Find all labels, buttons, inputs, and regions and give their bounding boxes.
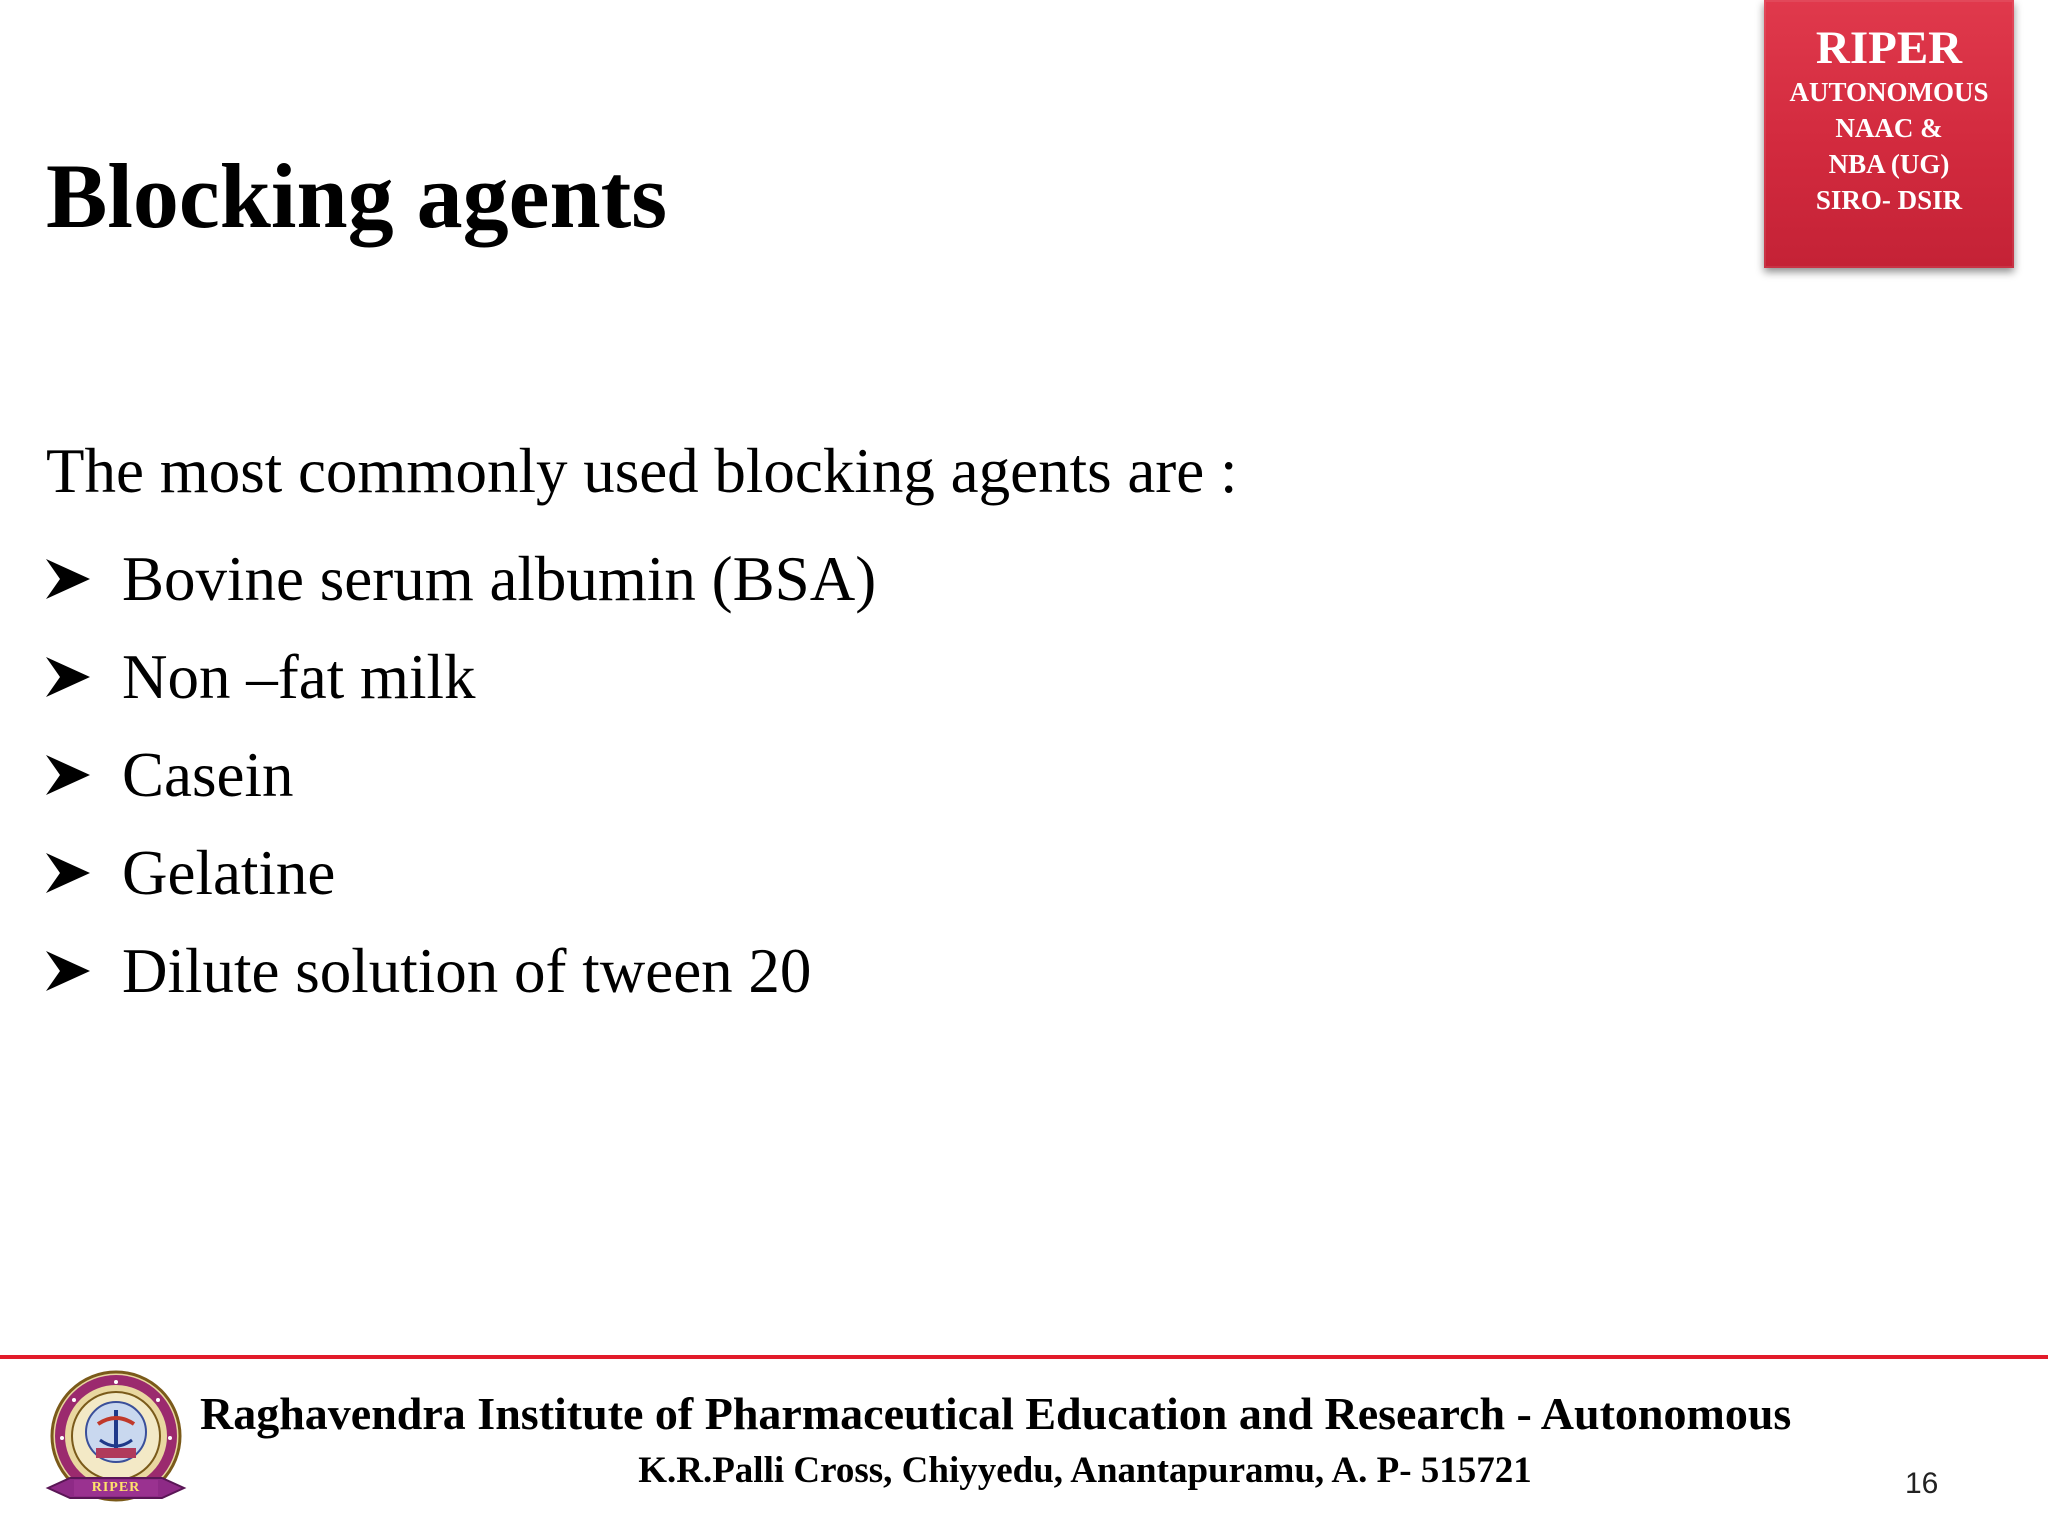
- list-item: [46, 628, 876, 726]
- arrowhead-bullet-icon: [46, 951, 122, 991]
- arrowhead-bullet-icon: [46, 657, 122, 697]
- badge-line-autonomous: AUTONOMOUS: [1789, 77, 1989, 107]
- list-item: [46, 922, 876, 1020]
- list-item-text: Casein: [122, 739, 294, 810]
- institute-seal-logo: [40, 1366, 192, 1526]
- intro-text: The most commonly used blocking agents are :: [46, 436, 1238, 506]
- badge-line-nba: NBA (UG): [1828, 149, 1950, 179]
- page-number: 16: [1905, 1467, 1939, 1500]
- list-item-text: Bovine serum albumin (BSA): [122, 543, 877, 614]
- list-item: [46, 824, 876, 922]
- arrowhead-bullet-icon: [46, 755, 122, 795]
- list-item-text: Gelatine: [122, 837, 336, 908]
- list-item-text: Non –fat milk: [122, 641, 476, 712]
- footer-institute-name: Raghavendra Institute of Pharmaceutical Education and Research - Autonomous: [200, 1388, 1792, 1439]
- badge-line-naac: NAAC &: [1835, 113, 1943, 143]
- blocking-agents-list: [46, 530, 876, 1020]
- list-item: [46, 726, 876, 824]
- list-item-text: Dilute solution of tween 20: [122, 935, 812, 1006]
- footer-address: K.R.Palli Cross, Chiyyedu, Anantapuramu, A. P- 515721: [638, 1450, 1532, 1491]
- arrowhead-bullet-icon: [46, 559, 122, 599]
- badge-line-siro: SIRO- DSIR: [1815, 185, 1963, 215]
- slide-title: Blocking agents: [46, 145, 668, 247]
- badge-title: RIPER: [1815, 22, 1963, 74]
- arrowhead-bullet-icon: [46, 853, 122, 893]
- logo-ribbon-text: RIPER: [91, 1480, 141, 1495]
- list-item: [46, 530, 876, 628]
- accreditation-badge: [1764, 0, 2014, 268]
- footer-divider: [0, 1355, 2048, 1359]
